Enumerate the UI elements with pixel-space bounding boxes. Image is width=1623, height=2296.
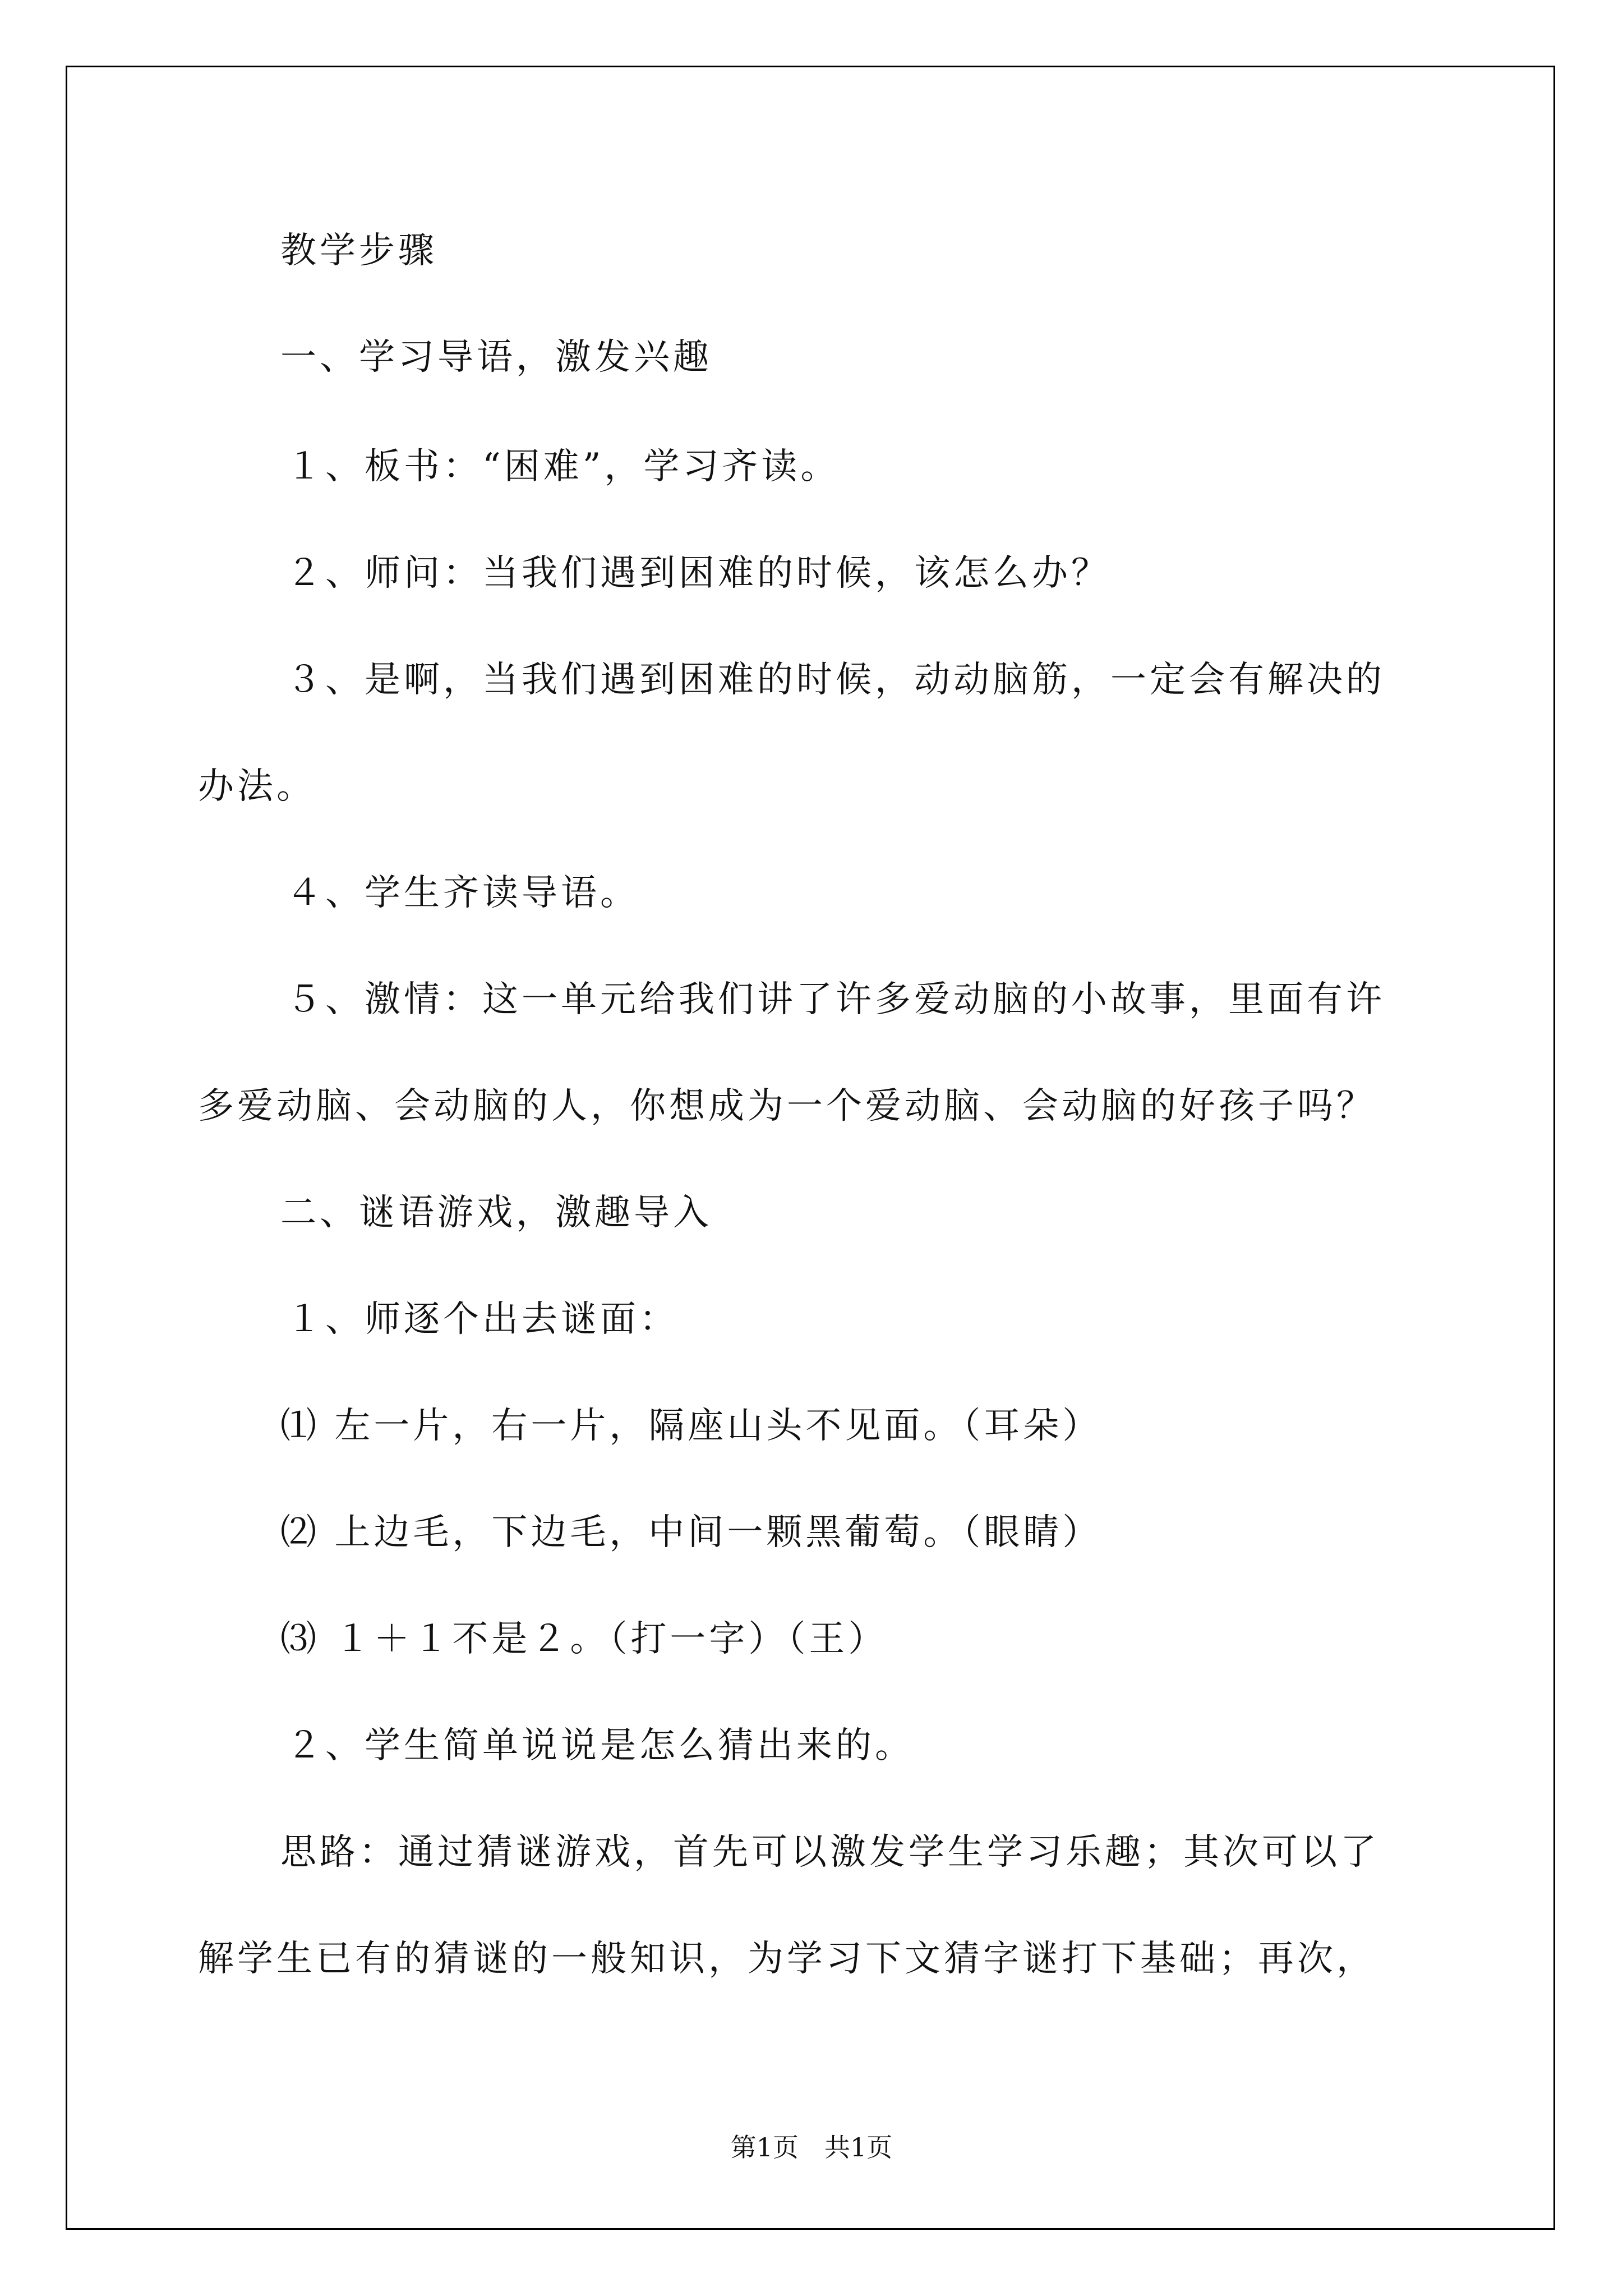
paragraph-step-4: ４、学生齐读导语。: [286, 872, 639, 914]
section-heading-teaching-steps: 教学步骤: [280, 230, 437, 272]
section-heading-two: 二、谜语游戏，激趣导入: [280, 1192, 712, 1234]
page-number-footer: 第1页 共1页: [730, 2132, 893, 2162]
paragraph-step-2: ２、师问：当我们遇到困难的时候，该怎么办？: [286, 553, 1110, 594]
riddle-item-1: ⑴ 左一片，右一片，隔座山头不见面。（耳朵）: [280, 1405, 1102, 1447]
riddle-item-3: ⑶ １＋１不是２。（打一字）（王）: [280, 1618, 888, 1660]
paragraph-riddle-intro: １、师逐个出去谜面：: [286, 1299, 679, 1340]
paragraph-riddle-explain: ２、学生简单说说是怎么猜出来的。: [286, 1725, 914, 1766]
paragraph-step-1: １、板书：“困难”，学习齐读。: [286, 446, 840, 487]
paragraph-step-3-line-1: ３、是啊，当我们遇到困难的时候，动动脑筋，一定会有解决的: [286, 659, 1385, 701]
section-heading-one: 一、学习导语，激发兴趣: [280, 337, 712, 378]
riddle-item-2: ⑵ 上边毛，下边毛，中间一颗黑葡萄。（眼睛）: [280, 1512, 1102, 1553]
paragraph-approach-line-2: 解学生已有的猜谜的一般知识，为学习下文猜字谜打下基础；再次，: [198, 1938, 1376, 1980]
page-border: [66, 66, 1555, 2230]
paragraph-step-3-line-2: 办法。: [198, 766, 316, 807]
paragraph-approach-line-1: 思路：通过猜谜游戏，首先可以激发学生学习乐趣；其次可以了: [280, 1832, 1380, 1873]
paragraph-step-5-line-2: 多爱动脑、会动脑的人，你想成为一个爱动脑、会动脑的好孩子吗？: [198, 1085, 1376, 1127]
paragraph-step-5-line-1: ５、激情：这一单元给我们讲了许多爱动脑的小故事，里面有许: [286, 979, 1385, 1020]
